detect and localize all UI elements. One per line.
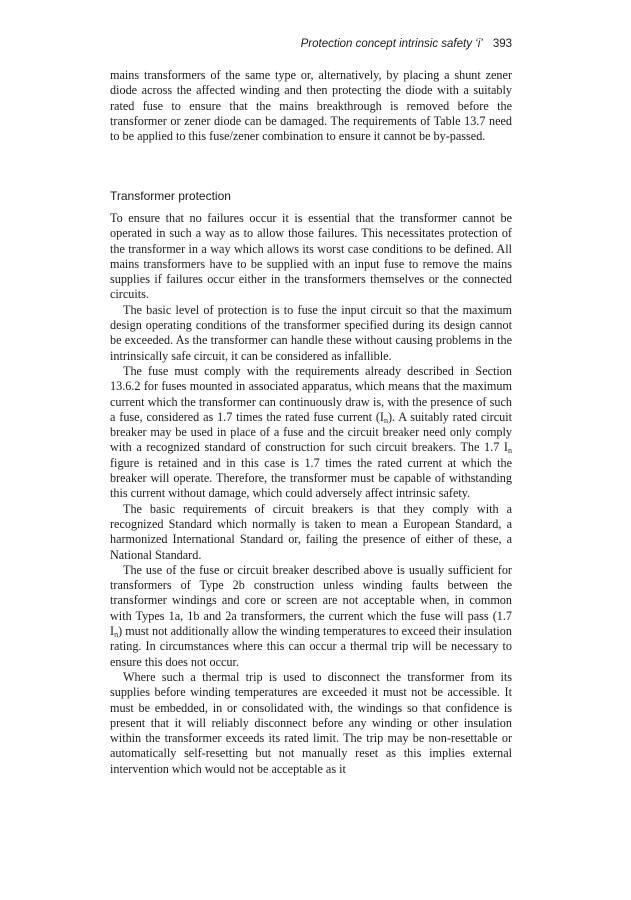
subscript-n: n — [114, 630, 119, 640]
paragraph-4: The basic requirements of circuit breakers is that they comply with a recognized Standard which normally is taken to mean a European Standard, a harmonized International Standard or, failing the presence of either of these, a National Standard. — [110, 501, 512, 562]
subscript-n: n — [383, 415, 388, 425]
paragraph-5 — [110, 563, 512, 670]
section-heading: Transformer protection — [110, 189, 231, 203]
paragraph-3-part-3: figure is retained and in this case is 1.7 times the rated current at which the breaker will operate. Therefore, the transformer must be capable of withstanding this current without damage, which could adversely affect intrinsic safety. — [110, 455, 512, 501]
paragraph-2: The basic level of protection is to fuse the input circuit so that the maximum design operating conditions of the transformer specified during its design cannot be exceeded. As the transformer can handle these without causing problems in the intrinsically safe circuit, it can be considered as infallible. — [110, 302, 512, 363]
paragraph-3 — [110, 364, 512, 502]
subscript-n: n — [508, 446, 512, 456]
intro-text-block — [110, 68, 512, 144]
paragraph-5-part-2: ) must not additionally allow the winding temperatures to exceed their insulation rating. In circumstances where this can occur a thermal trip will be necessary to ensure this does not occur. — [110, 624, 512, 669]
paragraph-1: To ensure that no failures occur it is essential that the transformer cannot be operated in such a way as to allow those failures. This necessitates protection of the transformer in a way which allows its worst case conditions to be defined. All mains transformers have to be supplied with an input fuse to remove the mains supplies if failures occur either in the transformers themselves or the connected circuits. — [110, 211, 512, 302]
paragraph-5-part-1: The use of the fuse or circuit breaker described above is usually sufficient for transformers of Type 2b construction unless winding faults between the transformer windings and core or screen are not acceptable when, in common with Types 1a, 1b and 2a transformers, the current which the fuse will pass (1.7 I — [110, 562, 512, 639]
running-header — [301, 37, 512, 51]
chapter-title: Protection concept intrinsic safety ‘i’ — [300, 38, 483, 50]
paragraph-3-part-2: ). A suitably rated circuit breaker may be used in place of a fuse and the circuit breaker need only comply with a recognized standard of construction for such circuit breakers. The 1.7 I — [110, 409, 512, 455]
paragraph-6: Where such a thermal trip is used to disconnect the transformer from its supplies before winding temperatures are exceeded it must not be accessible. It must be embedded, in or consolidated with, the windings so that confidence is present that it will reliably disconnect before any winding or other insulation within the transformer exceeds its rated limit. The trip may be non-resettable or automatically self-resetting but not manually reset as this implies external intervention which would not be acceptable as it — [110, 669, 512, 776]
page-number: 393 — [492, 38, 512, 50]
intro-paragraph: mains transformers of the same type or, alternatively, by placing a shunt zener diode across the affected winding and then protecting the diode with a suitably rated fuse to ensure that the mains breakthrough is removed before the transformer or zener diode can be damaged. The requirements of Table 13.7 need to be applied to this fuse/zener combination to ensure it cannot be by-passed. — [110, 68, 512, 144]
section-body — [110, 211, 512, 777]
paragraph-3-part-1: The fuse must comply with the requirements already described in Section 13.6.2 for fuses mounted in associated apparatus, which means that the maximum current which the transformer can continuously draw is, with the presence of such a fuse, considered as 1.7 times the rated fuse current (I — [110, 363, 512, 424]
